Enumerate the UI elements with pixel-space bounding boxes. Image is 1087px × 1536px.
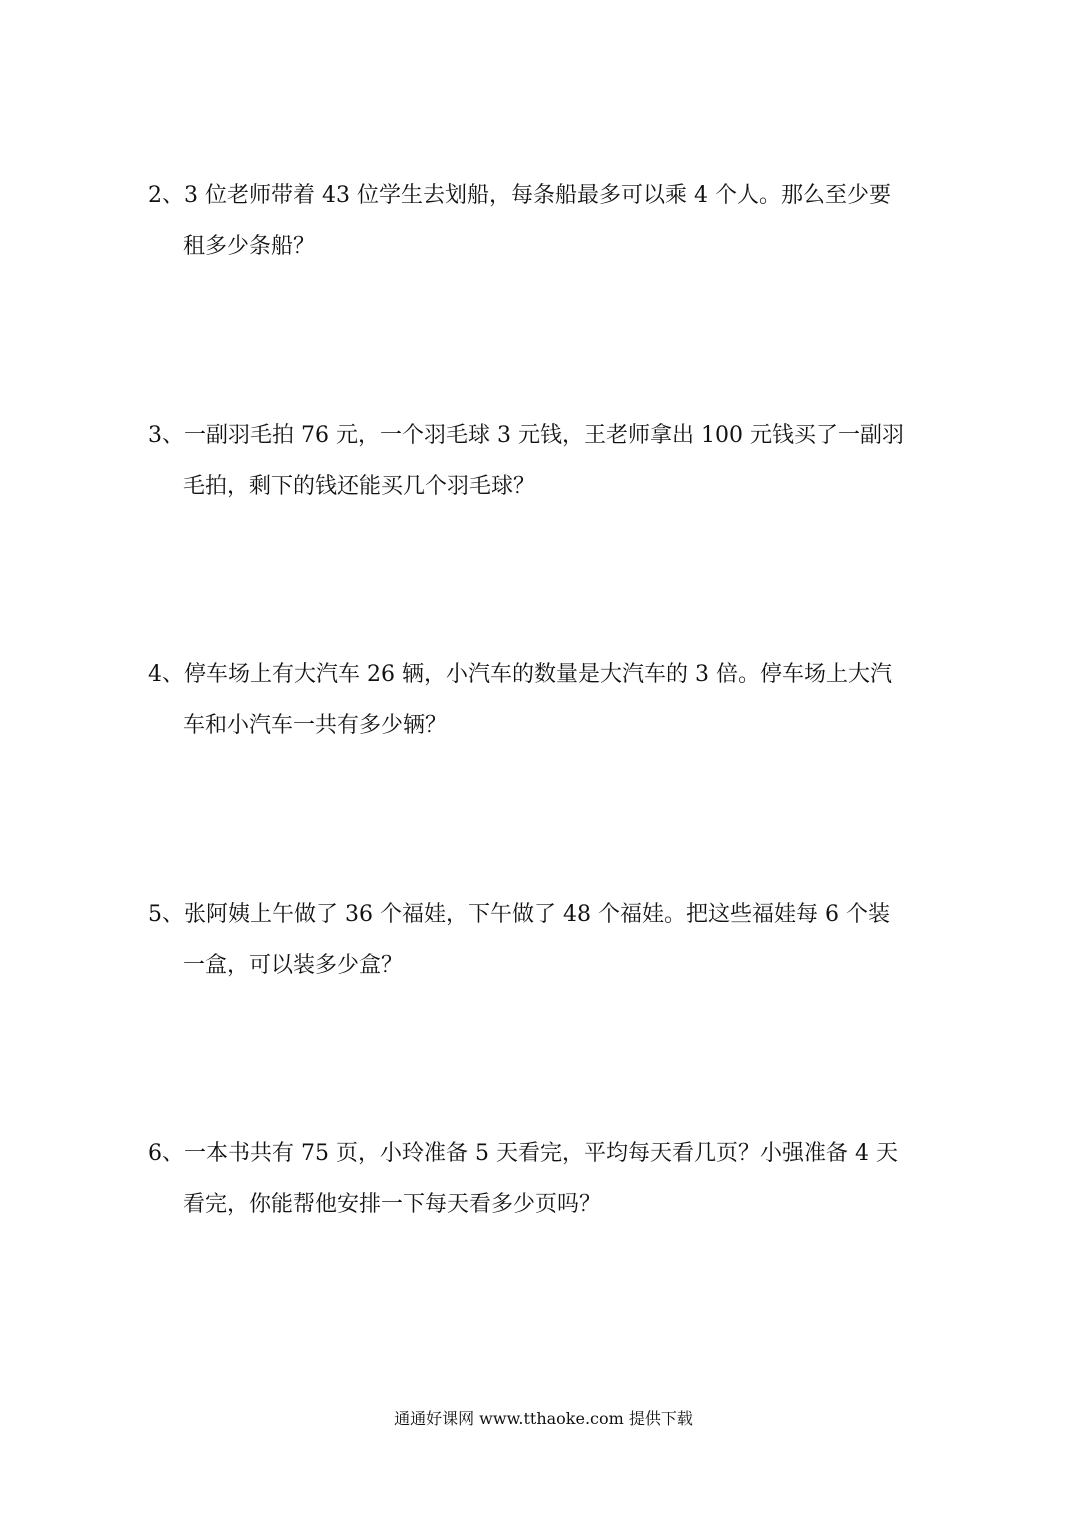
problem-6 (148, 1139, 978, 1220)
problem-3 (148, 421, 978, 502)
problem-4-line-2: 车和小汽车一共有多少辆？ (183, 713, 448, 738)
problem-2-line-1: 2、3 位老师带着 43 位学生去划船，每条船最多可以乘 4 个人。那么至少要 (148, 183, 891, 208)
problem-5-line-2: 一盒，可以装多少盒？ (183, 953, 404, 978)
problem-4-line-1: 4、停车场上有大汽车 26 辆，小汽车的数量是大汽车的 3 倍。停车场上大汽 (148, 662, 892, 687)
problem-2 (148, 181, 978, 262)
problem-3-line-2: 毛拍，剩下的钱还能买几个羽毛球？ (183, 474, 536, 499)
problem-6-line-2: 看完，你能帮他安排一下每天看多少页吗？ (183, 1192, 602, 1217)
problem-2-line-2: 租多少条船？ (183, 234, 316, 259)
problem-4 (148, 660, 978, 741)
problem-5 (148, 900, 978, 981)
problem-5-line-1: 5、张阿姨上午做了 36 个福娃，下午做了 48 个福娃。把这些福娃每 6 个装 (148, 902, 890, 927)
problem-6-line-1: 6、一本书共有 75 页，小玲准备 5 天看完，平均每天看几页？小强准备 4 天 (148, 1141, 898, 1166)
page-footer: 通通好课网 www.tthaoke.com 提供下载 (394, 1409, 693, 1428)
problem-3-line-1: 3、一副羽毛拍 76 元，一个羽毛球 3 元钱，王老师拿出 100 元钱买了一副羽 (148, 423, 904, 448)
